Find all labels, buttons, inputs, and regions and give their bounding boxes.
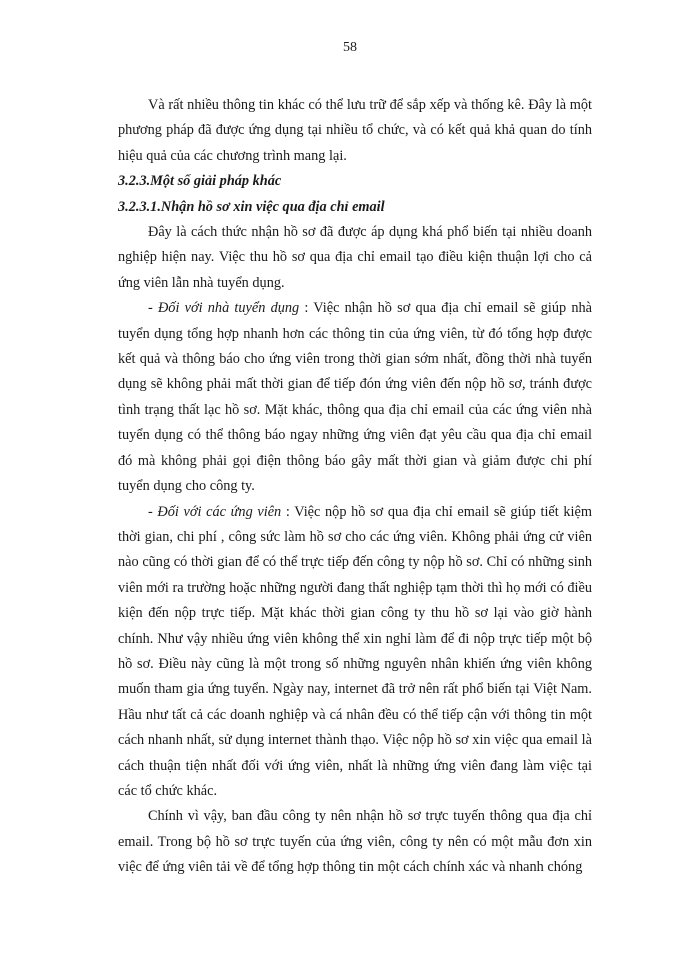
subsection-heading: 3.2.3.1.Nhận hồ sơ xin việc qua địa chỉ email (118, 198, 385, 215)
paragraph-intro: Và rất nhiều thông tin khác có thể lưu trữ để sắp xếp và thống kê. Đây là một phương pháp đã được ứng dụng tại nhiều tổ chức, và có kết quả khả quan do tính hiệu quả của các chương trình mang lại. (118, 97, 592, 164)
paragraph-conclusion: Chính vì vậy, ban đầu công ty nên nhận hồ sơ trực tuyến thông qua địa chỉ email. Trong bộ hồ sơ trực tuyến của ứng viên, công ty nên có một mẫu đơn xin việc để ứng viên tải về để tổng hợp thông tin một cách chính xác và nhanh chóng (118, 808, 592, 876)
lead-for-candidates: Đối với các ứng viên (157, 503, 282, 520)
section-heading: 3.2.3.Một số giải pháp khác (118, 173, 282, 190)
bullet-dash: - (148, 503, 158, 520)
text-for-recruiter: : Việc nhận hồ sơ qua địa chỉ email sẽ giúp nhà tuyển dụng tổng hợp nhanh hơn các thông tin của ứng viên, từ đó tổng hợp được kết quả và thông báo cho ứng viên trong thời gian sớm nhất, đồng thời nhà tuyển dụng sẽ không phải mất thời gian để tiếp đón ứng viên đến nộp hồ sơ, tránh được tình trạng thất lạc hồ sơ. Mặt khác, thông qua địa chỉ email của các ứng viên nhà tuyển dụng có thể thông báo ngay những ứng viên đạt yêu cầu qua địa chỉ email đó mà không phải gọi điện thông báo gây mất thời gian và giảm được chi phí tuyển dụng cho công ty. (118, 300, 592, 495)
paragraph-for-recruiter (118, 296, 592, 499)
paragraph-method-description: Đây là cách thức nhận hồ sơ đã được áp dụng khá phổ biến tại nhiều doanh nghiệp hiện nay. Việc thu hồ sơ qua địa chỉ email tạo điều kiện thuận lợi cho cả ứng viên lẫn nhà tuyển dụng. (118, 224, 592, 291)
paragraph-for-candidates (118, 500, 592, 805)
page-number: 58 (343, 40, 357, 55)
lead-for-recruiter: Đối với nhà tuyển dụng (157, 300, 300, 317)
body-text (118, 93, 592, 881)
bullet-dash: - (148, 300, 158, 317)
text-for-candidates: : Việc nộp hồ sơ qua địa chỉ email sẽ giúp tiết kiệm thời gian, chi phí , công sức làm hồ sơ cho các ứng viên. Không phải ứng cử viên nào cũng có thời gian để có thể trực tiếp đến công ty nộp hồ sơ. Chỉ có những sinh viên mới ra trường hoặc những người đang thất nghiệp tạm thời thì họ mới có điều kiện đến nộp trực tiếp. Mặt khác thời gian công ty thu hồ sơ lại vào giờ hành chính. Như vậy nhiều ứng viên không thể xin nghỉ làm để đi nộp trực tiếp một bộ hồ sơ. Điều này cũng là một trong số những nguyên nhân khiến ứng viên không muốn tham gia ứng tuyển. Ngày nay, internet đã trở nên rất phổ biến tại Việt Nam. Hầu như tất cả các doanh nghiệp và cá nhân đều có thể tiếp cận với thông tin một cách nhanh nhất, sử dụng internet thành thạo. Việc nộp hồ sơ xin việc qua email là cách thuận tiện nhất đối với ứng viên, nhất là những ứng viên đang làm việc tại các tổ chức khác. (118, 503, 592, 799)
